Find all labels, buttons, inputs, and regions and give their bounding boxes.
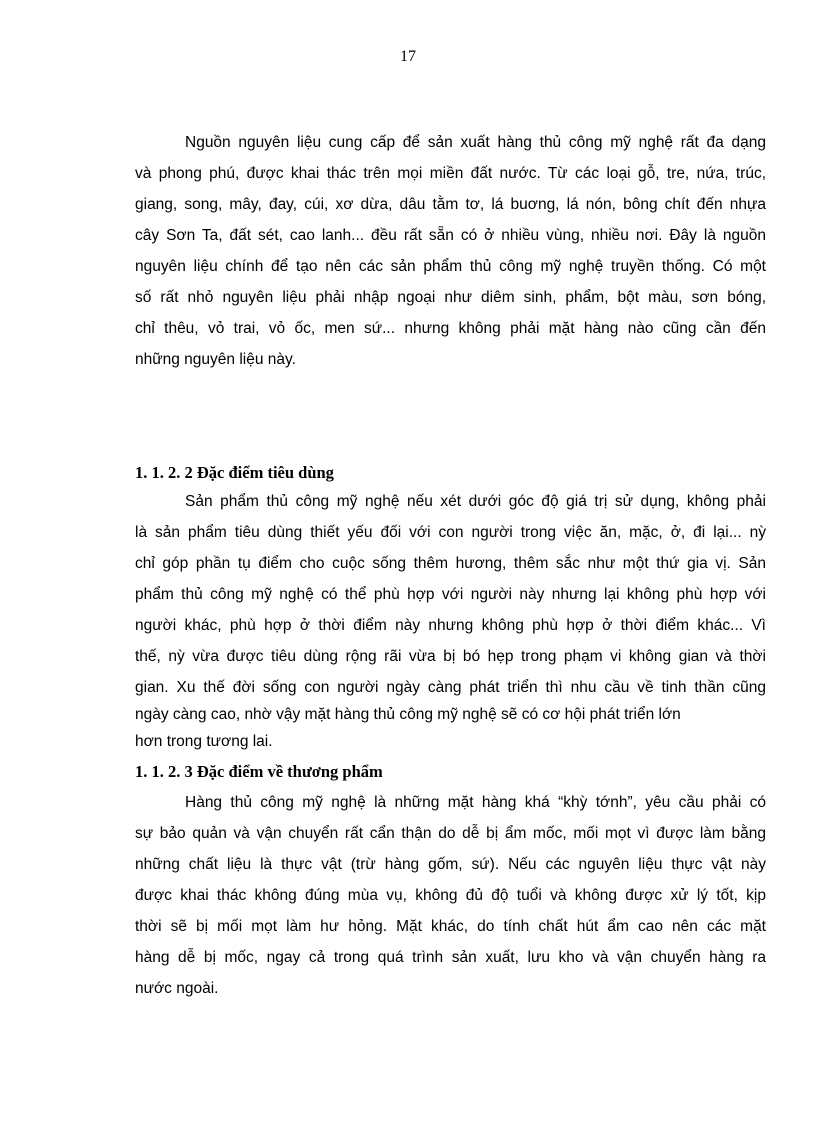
paragraph-line: Sản phẩm thủ công mỹ nghệ nếu xét dưới góc độ giá trị sử dụng, không phải xyxy=(185,493,766,510)
paragraph-line: giang, song, mây, đay, cúi, xơ dừa, dâu tằm tơ, lá buơng, lá nón, bông chít đến nhựa xyxy=(135,196,766,213)
paragraph-line: nguyên liệu chính để tạo nên các sản phẩm thủ công mỹ nghệ truyền thống. Có một xyxy=(135,258,766,275)
paragraph-line: nước ngoài. xyxy=(135,980,219,997)
paragraph-line: những nguyên liệu này. xyxy=(135,351,296,368)
paragraph-line: hơn trong tương lai. xyxy=(135,733,273,750)
paragraph-line: chỉ thêu, vỏ trai, vỏ ốc, men sứ... nhưng không phải mặt hàng nào cũng cần đến xyxy=(135,320,766,337)
paragraph-line: những chất liệu là thực vật (trừ hàng gốm, sứ). Nếu các nguyên liệu thực vật này xyxy=(135,856,766,873)
paragraph-line: số rất nhỏ nguyên liệu phải nhập ngoại như diêm sinh, phẩm, bột màu, sơn bóng, xyxy=(135,289,766,306)
paragraph-line: là sản phẩm tiêu dùng thiết yếu đối với con người trong việc ăn, mặc, ở, đi lại... nỳ xyxy=(135,524,766,541)
section-heading: 1. 1. 2. 3 Đặc điểm về thương phẩm xyxy=(135,762,383,781)
paragraph-line: thời sẽ bị mối mọt làm hư hỏng. Mặt khác, do tính chất hút ẩm cao nên các mặt xyxy=(135,918,766,935)
paragraph-line: sự bảo quản và vận chuyển rất cẩn thận do dễ bị ẩm mốc, mối mọt vì được làm bằng xyxy=(135,825,766,842)
paragraph-line: thế, nỳ vừa được tiêu dùng rộng rãi vừa bị bó hẹp trong phạm vi không gian và thời xyxy=(135,648,766,665)
page-number: 17 xyxy=(400,48,416,65)
section-heading: 1. 1. 2. 2 Đặc điểm tiêu dùng xyxy=(135,463,334,482)
paragraph-line: Hàng thủ công mỹ nghệ là những mặt hàng khá “khỳ tớnh”, yêu cầu phải có xyxy=(185,794,766,811)
paragraph-line: được khai thác không đúng mùa vụ, không đủ độ tuổi và không được xử lý tốt, kịp xyxy=(135,887,766,904)
paragraph-line: hàng dễ bị mốc, ngay cả trong quá trình sản xuất, lưu kho và vận chuyển hàng ra xyxy=(135,949,766,966)
paragraph-line: chỉ góp phần tụ điểm cho cuộc sống thêm hương, thêm sắc như một thứ gia vị. Sản xyxy=(135,555,766,572)
paragraph-line: Nguồn nguyên liệu cung cấp để sản xuất hàng thủ công mỹ nghệ rất đa dạng xyxy=(185,134,766,151)
paragraph-line: phẩm thủ công mỹ nghệ có thể phù hợp với người này nhưng lại không phù hợp với xyxy=(135,586,766,603)
paragraph-line: cây Sơn Ta, đất sét, cao lanh... đều rất sẵn có ở nhiều vùng, nhiều nơi. Đây là nguồn xyxy=(135,227,766,244)
paragraph-line: người khác, phù hợp ở thời điểm này nhưng không phù hợp ở thời điểm khác... Vì xyxy=(135,617,766,634)
paragraph-line: và phong phú, được khai thác trên mọi miền đất nước. Từ các loại gỗ, tre, nứa, trúc, xyxy=(135,165,766,182)
paragraph-line: gian. Xu thế đời sống con người ngày càng phát triển thì nhu cầu về tinh thần cũng xyxy=(135,679,766,696)
paragraph-line: ngày càng cao, nhờ vậy mặt hàng thủ công mỹ nghệ sẽ có cơ hội phát triển lớn xyxy=(135,706,681,723)
